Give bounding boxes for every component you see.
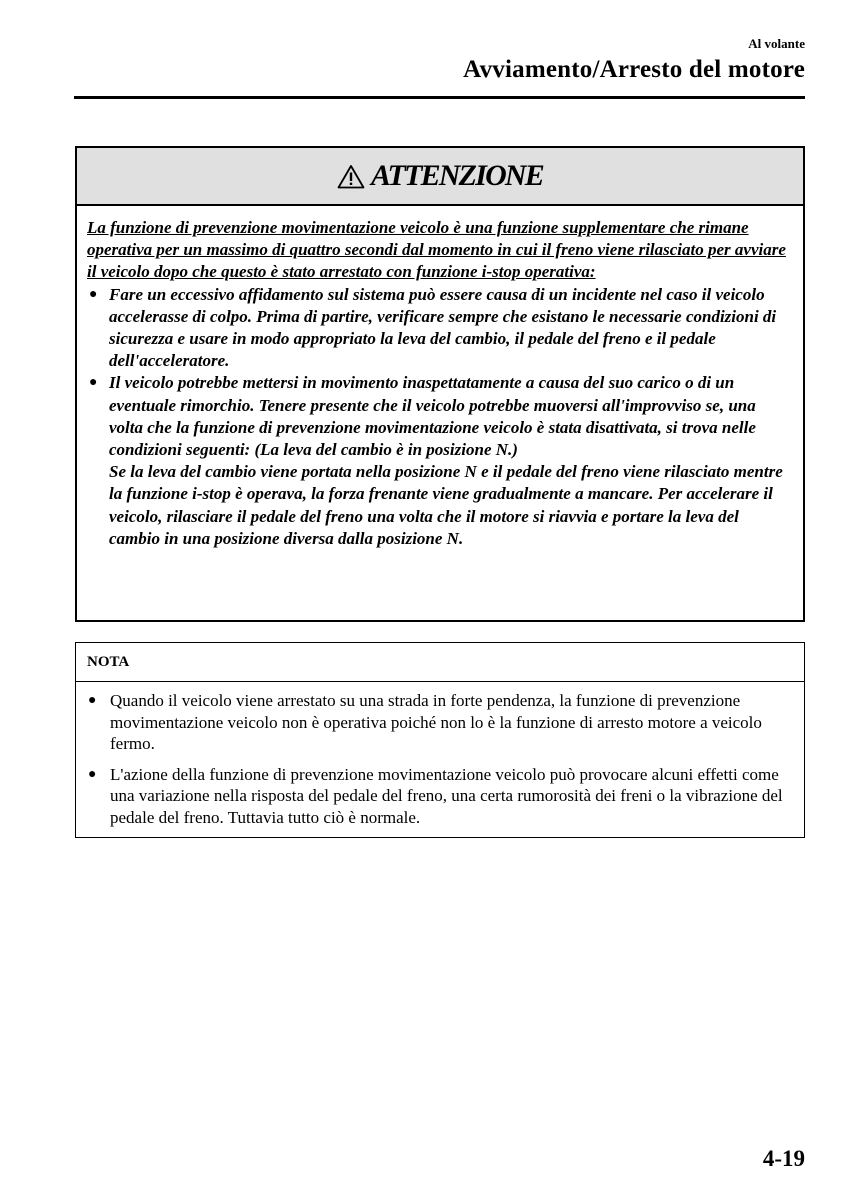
nota-box	[75, 642, 805, 838]
bullet-icon: ●	[88, 693, 97, 708]
list-item	[88, 690, 794, 755]
header-rule	[74, 96, 805, 99]
bullet-icon: ●	[89, 286, 98, 302]
nota-header: NOTA	[76, 643, 804, 682]
warning-header	[77, 148, 803, 206]
warning-title: ATTENZIONE	[370, 159, 544, 192]
bullet-icon: ●	[89, 375, 98, 391]
nota-item-text: L'azione della funzione di prevenzione movimentazione veicolo può provocare alcuni effetti come una variazione nella risposta del pedale del freno, una certa rumorosità dei freni o la vibrazione del pedale del freno. Tuttavia tutto ciò è normale.	[110, 764, 783, 827]
nota-body	[76, 682, 804, 828]
nota-item-text: Quando il veicolo viene arrestato su una strada in forte pendenza, la funzione di prevenzione movimentazione veicolo non è operativa poiché non lo è la funzione di arresto motore a veicolo fermo.	[110, 691, 762, 753]
bullet-icon: ●	[88, 766, 97, 782]
nota-list	[88, 690, 794, 828]
page-title: Avviamento/Arresto del motore	[463, 56, 805, 83]
warning-item-text: Fare un eccessivo affidamento sul sistema può essere causa di un incidente nel caso il veicolo accelerasse di colpo. Prima di partire, verificare sempre che esistano le necessarie condizioni di sicurezza e usare in modo appropriato la leva del cambio, il pedale del freno e il pedale dell'acceleratore.	[109, 284, 777, 371]
page-number: 4-19	[762, 1146, 805, 1171]
warning-item-continuation: Se la leva del cambio viene portata nella posizione N e il pedale del freno viene rilasciato mentre la funzione i-stop è operava, la forza frenante viene gradualmente a mancare. Per accelerare il veicolo, rilasciare il pedale del freno una volta che il motore si riavvia e portare la leva del cambio in una posizione diversa dalla posizione N.	[109, 462, 783, 548]
list-item	[87, 372, 789, 550]
warning-intro: La funzione di prevenzione movimentazione veicolo è una funzione supplementare che rimane operativa per un massimo di quattro secondi dal momento in cui il freno viene rilasciato per avviare il veicolo dopo che questo è stato arrestato con funzione i-stop operativa:	[87, 218, 786, 282]
warning-item-text: Il veicolo potrebbe mettersi in movimento inaspettatamente a causa del suo carico o di un eventuale rimorchio. Tenere presente che il veicolo potrebbe muoversi all'improvviso se, una volta che la funzione di prevenzione movimentazione veicolo è stata disattivata, si trova nelle condizioni seguenti: (La leva del cambio è in posizione N.)	[109, 373, 756, 460]
warning-triangle-icon	[337, 164, 365, 189]
warning-box	[75, 146, 805, 622]
section-label: Al volante	[748, 36, 805, 51]
warning-list	[87, 284, 789, 550]
list-item	[88, 764, 794, 829]
warning-body	[77, 206, 803, 550]
list-item	[87, 284, 789, 373]
